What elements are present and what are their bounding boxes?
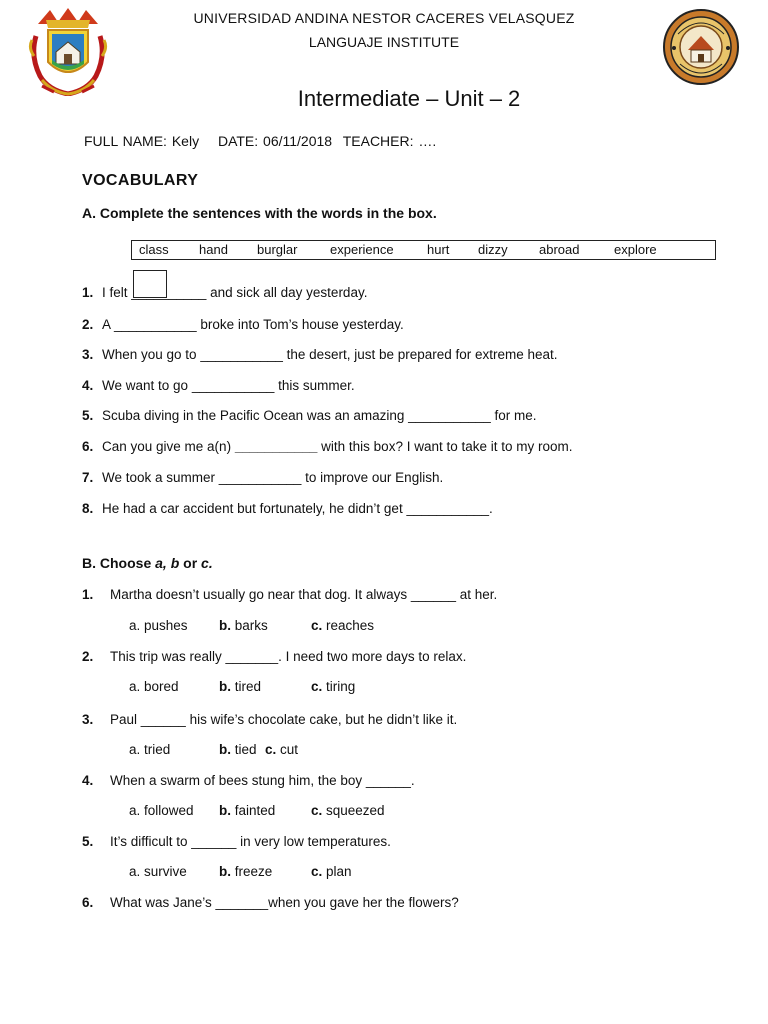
question-text: A — [102, 317, 115, 332]
worksheet-title: Intermediate – Unit – 2 — [297, 86, 521, 111]
part-b-letter-c: c. — [201, 555, 213, 571]
question-text: this summer. — [274, 378, 355, 393]
mc-options — [129, 679, 355, 694]
answer-blank[interactable]: ___________ — [406, 501, 490, 516]
student-info-line — [84, 133, 450, 149]
word-box-word: hurt — [427, 242, 450, 257]
option-a[interactable]: a. bored — [129, 679, 179, 694]
date-field: DATE: 06/11/2018 — [217, 133, 333, 149]
question-item — [82, 378, 355, 393]
institute-name: LANGUAJE INSTITUTE — [308, 34, 460, 50]
option-a[interactable]: a. tried — [129, 742, 171, 757]
answer-blank[interactable]: ___________ — [191, 378, 275, 393]
question-text: Martha doesn’t usually go near that dog. It always ______ at her. — [110, 587, 498, 602]
option-a[interactable]: a. pushes — [129, 618, 188, 633]
part-b-prefix: B. Choose — [82, 555, 156, 571]
mc-question — [82, 587, 497, 602]
question-number: 4. — [82, 773, 94, 788]
part-a-instruction: A. Complete the sentences with the words in the box. — [82, 205, 437, 221]
question-number: 1. — [82, 587, 94, 602]
word-box-word: abroad — [539, 242, 580, 257]
question-text: He had a car accident but fortunately, he didn’t get — [102, 501, 407, 516]
question-number: 5. — [82, 408, 94, 423]
word-box-word: burglar — [257, 242, 298, 257]
question-text: When you go to — [102, 347, 201, 362]
question-number: 3. — [82, 347, 94, 362]
question-text: and sick all day yesterday. — [206, 285, 368, 300]
part-b-instruction — [82, 555, 213, 571]
section-heading: VOCABULARY — [82, 172, 199, 189]
question-item — [82, 470, 443, 485]
option-b[interactable]: b. fainted — [219, 803, 276, 818]
mc-question — [82, 649, 466, 664]
word-box-word: hand — [199, 242, 228, 257]
question-item — [82, 501, 493, 516]
question-number: 2. — [82, 649, 94, 664]
answer-blank[interactable]: ___________ — [114, 317, 197, 332]
option-b[interactable]: b. tied — [219, 742, 257, 757]
word-box-word: experience — [330, 242, 394, 257]
word-box-word: class — [139, 242, 169, 257]
question-text: We want to go — [102, 378, 192, 393]
question-text: . — [489, 501, 493, 516]
answer-blank[interactable]: ___________ — [234, 439, 318, 454]
full-name-field[interactable]: FULL NAME: Kely — [84, 133, 200, 149]
question-text: I felt — [102, 285, 128, 300]
mc-options — [129, 618, 374, 633]
question-item — [82, 285, 367, 300]
question-number: 3. — [82, 712, 94, 727]
question-number: 6. — [82, 895, 94, 910]
question-number: 4. — [82, 378, 94, 393]
question-text: This trip was really _______. I need two more days to relax. — [110, 649, 467, 664]
university-name: UNIVERSIDAD ANDINA NESTOR CACERES VELASQUEZ — [193, 10, 575, 26]
question-number: 7. — [82, 470, 94, 485]
mc-options — [129, 803, 385, 818]
question-item — [82, 317, 404, 332]
option-a[interactable]: a. followed — [129, 803, 194, 818]
question-text: It’s difficult to ______ in very low temperatures. — [110, 834, 391, 849]
mc-question — [82, 834, 391, 849]
word-box-word: explore — [614, 242, 657, 257]
word-box-word: dizzy — [478, 242, 508, 257]
question-number: 6. — [82, 439, 94, 454]
teacher-field[interactable]: TEACHER: …. — [342, 133, 437, 149]
answer-blank[interactable]: ___________ — [218, 470, 302, 485]
mc-question — [82, 712, 457, 727]
question-number: 5. — [82, 834, 94, 849]
option-b[interactable]: b. freeze — [219, 864, 273, 879]
question-text: to improve our English. — [301, 470, 444, 485]
question-number: 1. — [82, 285, 94, 300]
option-b[interactable]: b. tired — [219, 679, 262, 694]
question-text: We took a summer — [102, 470, 219, 485]
mc-options — [129, 742, 298, 757]
option-c[interactable]: c. squeezed — [311, 803, 385, 818]
question-text: When a swarm of bees stung him, the boy ______. — [110, 773, 415, 788]
question-text: for me. — [490, 408, 537, 423]
question-item — [82, 408, 537, 423]
question-text: What was Jane’s _______when you gave her the flowers? — [110, 895, 459, 910]
question-text: Paul ______ his wife’s chocolate cake, but he didn’t like it. — [110, 712, 458, 727]
mc-options — [129, 864, 352, 879]
word-box — [131, 240, 716, 260]
answer-blank[interactable]: ___________ — [408, 408, 491, 423]
part-b-or: or — [179, 555, 202, 571]
question-text: Can you give me a(n) — [102, 439, 235, 454]
option-b[interactable]: b. barks — [219, 618, 268, 633]
question-text: with this box? I want to take it to my room. — [317, 439, 573, 454]
question-text: broke into Tom’s house yesterday. — [196, 317, 404, 332]
question-number: 8. — [82, 501, 94, 516]
question-number: 2. — [82, 317, 94, 332]
option-c[interactable]: c. plan — [311, 864, 352, 879]
part-b-letters: a, b — [155, 555, 180, 571]
option-a[interactable]: a. survive — [129, 864, 187, 879]
option-c[interactable]: c. tiring — [311, 679, 356, 694]
question-text: the desert, just be prepared for extreme heat. — [282, 347, 558, 362]
answer-blank[interactable]: __________ — [131, 285, 207, 300]
mc-question — [82, 895, 459, 910]
option-c[interactable]: c. reaches — [311, 618, 375, 633]
answer-blank[interactable]: ___________ — [200, 347, 283, 362]
question-item — [82, 439, 573, 454]
question-text: Scuba diving in the Pacific Ocean was an amazing — [102, 408, 409, 423]
question-item — [82, 347, 558, 362]
option-c[interactable]: c. cut — [265, 742, 299, 757]
mc-question — [82, 773, 415, 788]
